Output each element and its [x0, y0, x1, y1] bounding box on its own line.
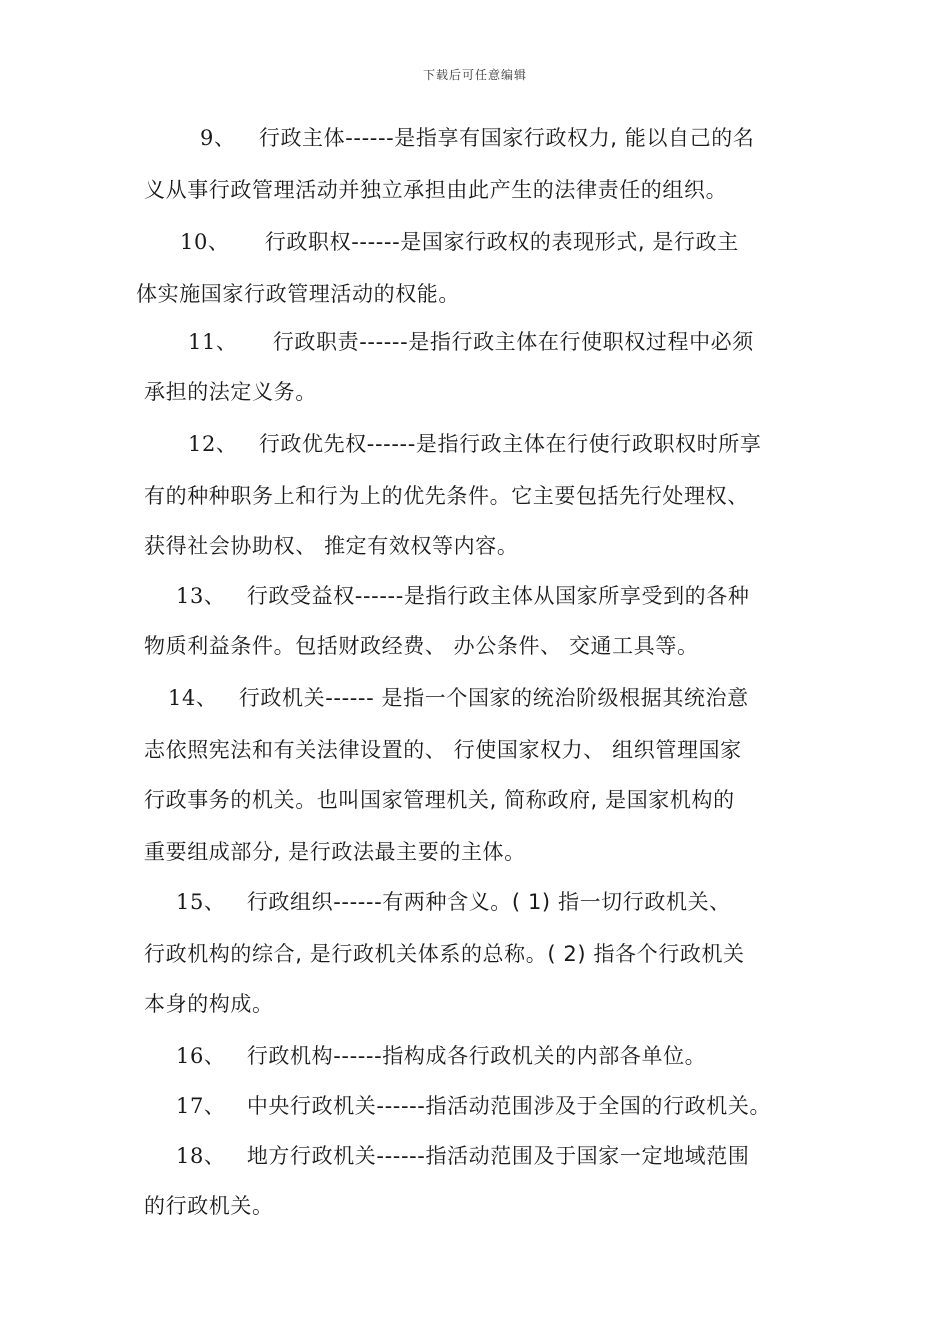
entry-number: 11、	[188, 330, 238, 354]
entry-11-first-line	[188, 329, 754, 355]
entry-text: 行政组织------有两种含义。( 1) 指一切行政机关、	[246, 890, 731, 914]
entry-text: 行政职责------是指行政主体在行使职权过程中必须	[272, 330, 754, 354]
entry-14-line-4: 重要组成部分, 是行政法最主要的主体。	[144, 840, 526, 864]
entry-number: 18、	[176, 1144, 226, 1168]
entry-text: 行政职权------是国家行政权的表现形式, 是行政主	[264, 230, 739, 254]
entry-10-line-2: 体实施国家行政管理活动的权能。	[136, 282, 460, 306]
entry-number: 16、	[176, 1044, 226, 1068]
entry-15-line-3: 本身的构成。	[144, 992, 274, 1016]
entry-14-first-line	[168, 685, 749, 711]
entry-18-line-2: 的行政机关。	[144, 1194, 274, 1218]
entry-text: 行政受益权------是指行政主体从国家所享受到的各种	[246, 584, 750, 608]
entry-9-first-line	[200, 125, 754, 151]
entry-number: 17、	[176, 1094, 226, 1118]
entry-14-line-3: 行政事务的机关。也叫国家管理机关, 简称政府, 是国家机构的	[144, 788, 735, 812]
entry-number: 13、	[176, 584, 226, 608]
entry-12-line-2: 有的种种职务上和行为上的优先条件。它主要包括先行处理权、	[144, 484, 749, 508]
entry-9-line-2: 义从事行政管理活动并独立承担由此产生的法律责任的组织。	[144, 178, 728, 202]
entry-11-line-2: 承担的法定义务。	[144, 380, 317, 404]
entry-12-first-line	[188, 431, 761, 457]
entry-15-line-2: 行政机构的综合, 是行政机关体系的总称。( 2) 指各个行政机关	[144, 942, 745, 966]
entry-14-line-2: 志依照宪法和有关法律设置的、 行使国家权力、 组织管理国家	[144, 738, 742, 762]
entry-15-first-line	[176, 889, 731, 915]
entry-10-first-line	[180, 229, 739, 255]
entry-text: 行政优先权------是指行政主体在行使行政职权时所享	[258, 432, 762, 456]
entry-17-first-line	[176, 1093, 771, 1119]
page-header: 下载后可任意编辑	[422, 68, 527, 82]
entry-13-first-line	[176, 583, 749, 609]
entry-number: 9、	[200, 126, 236, 150]
entry-text: 行政主体------是指享有国家行政权力, 能以自己的名	[258, 126, 755, 150]
entry-number: 15、	[176, 890, 226, 914]
entry-16-first-line	[176, 1043, 706, 1069]
entry-13-line-2: 物质利益条件。包括财政经费、 办公条件、 交通工具等。	[144, 634, 699, 658]
entry-text: 中央行政机关------指活动范围涉及于全国的行政机关。	[246, 1094, 772, 1118]
entry-18-first-line	[176, 1143, 749, 1169]
entry-number: 10、	[180, 230, 230, 254]
entry-number: 12、	[188, 432, 238, 456]
entry-text: 行政机构------指构成各行政机关的内部各单位。	[246, 1044, 707, 1068]
entry-text: 行政机关------ 是指一个国家的统治阶级根据其统治意	[238, 686, 749, 710]
entry-number: 14、	[168, 686, 218, 710]
entry-text: 地方行政机关------指活动范围及于国家一定地域范围	[246, 1144, 750, 1168]
entry-12-line-3: 获得社会协助权、 推定有效权等内容。	[144, 534, 519, 558]
